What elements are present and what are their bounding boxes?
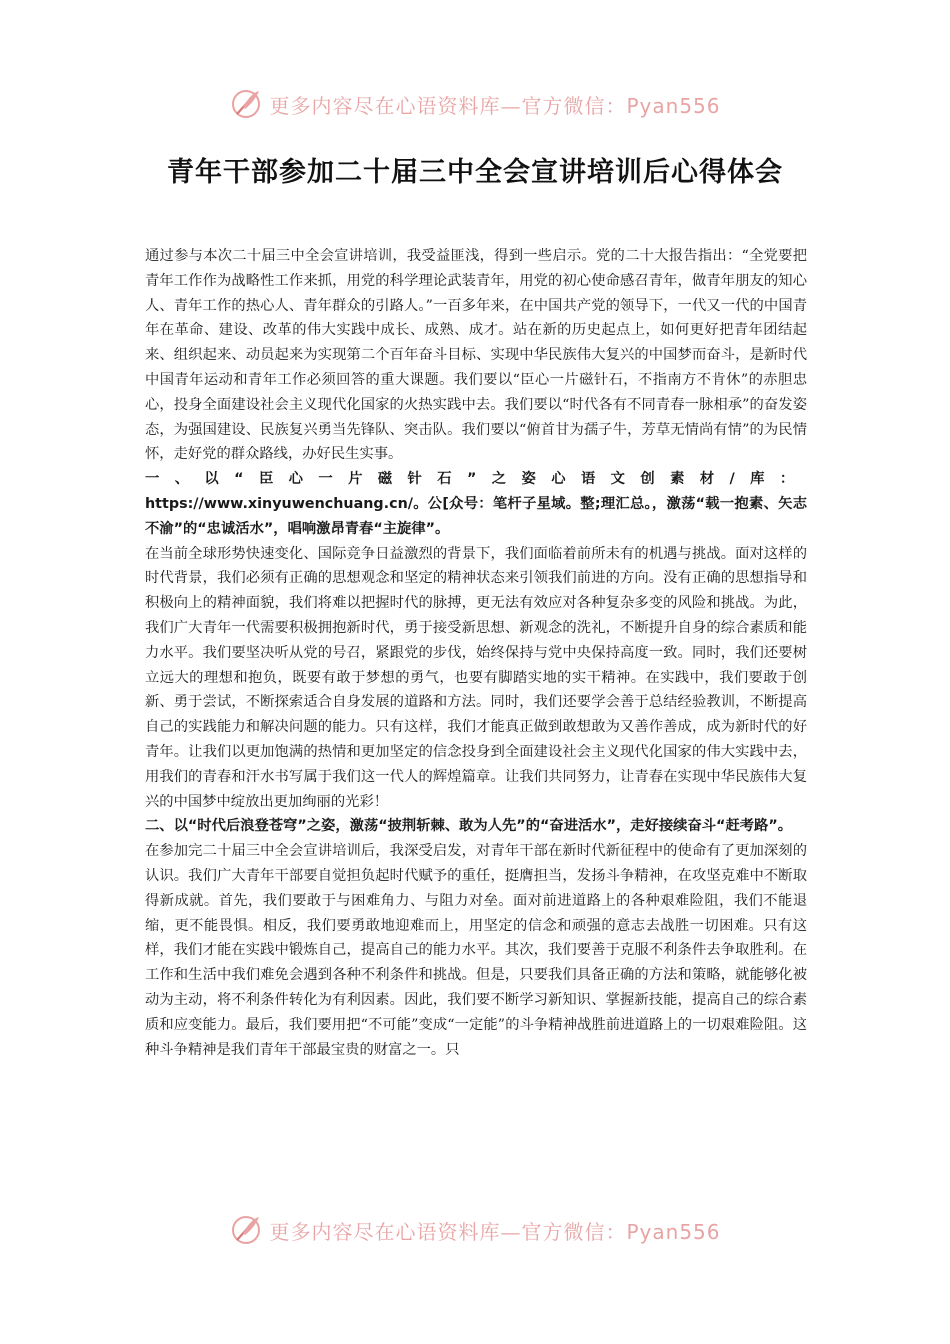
quill-logo-icon: [229, 87, 263, 121]
quill-logo-icon: [229, 1213, 263, 1247]
watermark-text: 更多内容尽在心语资料库—官方微信：Pyan556: [269, 93, 721, 118]
watermark-header: [0, 84, 950, 124]
watermark-footer: [0, 1210, 950, 1250]
watermark-text: 更多内容尽在心语资料库—官方微信：Pyan556: [269, 1219, 721, 1244]
section-1-paragraph: 在当前全球形势快速变化、国际竞争日益激烈的背景下，我们面临着前所未有的机遇与挑战。面对这样的时代背景，我们必须有正确的思想观念和坚定的精神状态来引领我们前进的方向。没有正确的思想指导和积极向上的精神面貌，我们将难以把握时代的脉搏，更无法有效应对各种复杂多变的风险和挑战。为此，我们广大青年一代需要积极拥抱新时代，勇于接受新思想、新观念的洗礼，不断提升自身的综合素质和能力水平。我们要坚决听从党的号召，紧跟党的步伐，始终保持与党中央保持高度一致。同时，我们还要树立远大的理想和抱负，既要有敢于梦想的勇气，也要有脚踏实地的实干精神。在实践中，我们要敢于创新、勇于尝试，不断探索适合自身发展的道路和方法。同时，我们还要学会善于总结经验教训，不断提高自己的实践能力和解决问题的能力。只有这样，我们才能真正做到敢想敢为又善作善成，成为新时代的好青年。让我们以更加饱满的热情和更加坚定的信念投身到全面建设社会主义现代化国家的伟大实践中去，用我们的青春和汗水书写属于我们这一代人的辉煌篇章。让我们共同努力，让青春在实现中华民族伟大复兴的中国梦中绽放出更加绚丽的光彩！: [145, 545, 807, 810]
section-heading-1: 一、以“臣心一片磁针石”之姿心语文创素材/库：https://www.xinyuwenchuang.cn/。公[众号：笔杆子星域。整;理汇总。，激荡“载一抱素、矢志不渝”的“忠诚活水”，唱响激昂青春“主旋律”。: [145, 471, 807, 537]
intro-paragraph: 通过参与本次二十届三中全会宣讲培训，我受益匪浅，得到一些启示。党的二十大报告指出：“全党要把青年工作作为战略性工作来抓，用党的科学理论武装青年，用党的初心使命感召青年，做青年朋友的知心人、青年工作的热心人、青年群众的引路人。”一百多年来，在中国共产党的领导下，一代又一代的中国青年在革命、建设、改革的伟大实践中成长、成熟、成才。站在新的历史起点上，如何更好把青年团结起来、组织起来、动员起来为实现第二个百年奋斗目标、实现中华民族伟大复兴的中国梦而奋斗，是新时代中国青年运动和青年工作必须回答的重大课题。我们要以“臣心一片磁针石，不指南方不肯休”的赤胆忠心，投身全面建设社会主义现代化国家的火热实践中去。我们要以“时代各有不同青春一脉相承”的奋发姿态，为强国建设、民族复兴勇当先锋队、突击队。我们要以“俯首甘为孺子牛，芳草无情尚有情”的为民情怀，走好党的群众路线，办好民生实事。: [145, 248, 807, 463]
document-title: 青年干部参加二十届三中全会宣讲培训后心得体会: [167, 157, 783, 188]
document-body: [145, 244, 807, 1062]
section-heading-2: 二、以“时代后浪登苍穹”之姿，激荡“披荆斩棘、敢为人先”的“奋进活水”，走好接续奋斗“赶考路”。: [145, 818, 793, 835]
section-2-paragraph: 在参加完二十届三中全会宣讲培训后，我深受启发，对青年干部在新时代新征程中的使命有了更加深刻的认识。我们广大青年干部要自觉担负起时代赋予的重任，挺膺担当，发扬斗争精神，在攻坚克难中不断取得新成就。首先，我们要敢于与困难角力、与阻力对垒。面对前进道路上的各种艰难险阻，我们不能退缩，更不能畏惧。相反，我们要勇敢地迎难而上，用坚定的信念和顽强的意志去战胜一切困难。只有这样，我们才能在实践中锻炼自己，提高自己的能力水平。其次，我们要善于克服不利条件去争取胜利。在工作和生活中我们难免会遇到各种不利条件和挑战。但是，只要我们具备正确的方法和策略，就能够化被动为主动，将不利条件转化为有利因素。因此，我们要不断学习新知识、掌握新技能，提高自己的综合素质和应变能力。最后，我们要用把“不可能”变成“一定能”的斗争精神战胜前进道路上的一切艰难险阻。这种斗争精神是我们青年干部最宝贵的财富之一。只: [145, 843, 807, 1058]
